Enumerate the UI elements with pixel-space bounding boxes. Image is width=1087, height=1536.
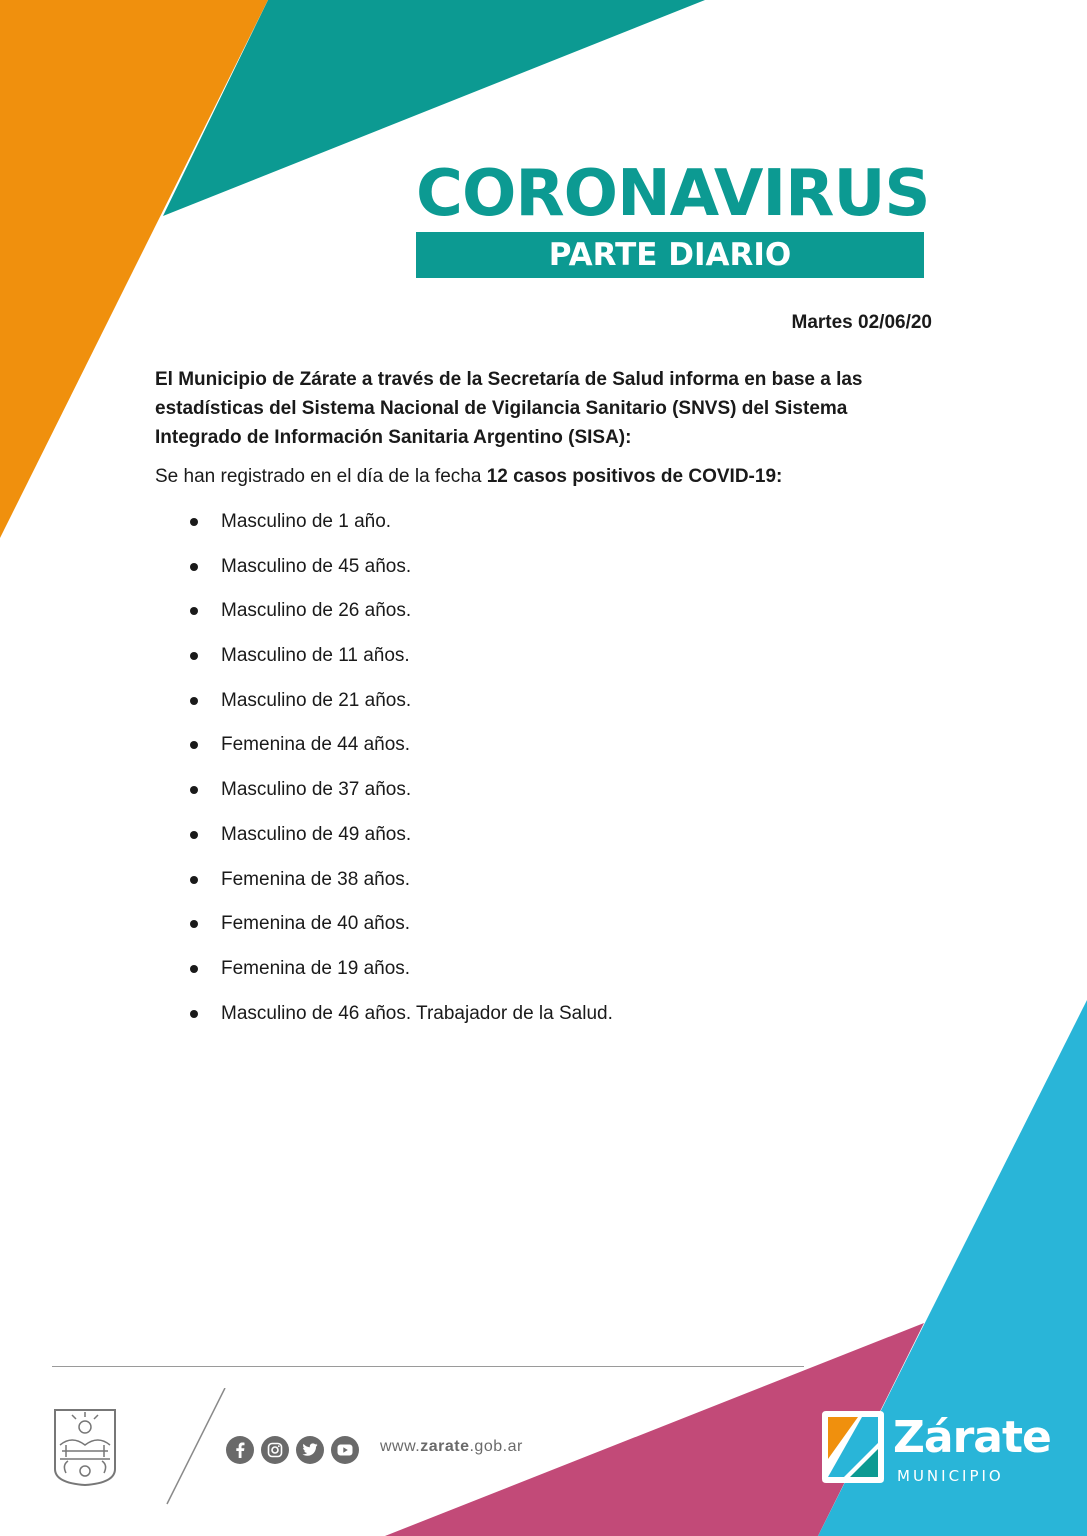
orange-triangle — [0, 0, 268, 538]
bullet-icon — [190, 920, 198, 928]
header-title: CORONAVIRUS — [416, 157, 930, 231]
list-item — [155, 545, 613, 590]
url-prefix: www. — [380, 1438, 421, 1455]
case-text: Masculino de 21 años. — [221, 689, 412, 711]
bullet-icon — [190, 876, 198, 884]
footer-slash — [165, 1388, 227, 1506]
list-item — [155, 992, 613, 1037]
intro-paragraph: El Municipio de Zárate a través de la Secretaría de Salud informa en base a las estadísticas del Sistema Nacional de Vigilancia Sanitario (SNVS) del Sistema Integrado de Información Sanitaria Argentino (SISA): — [155, 369, 863, 448]
list-item — [155, 634, 613, 679]
cases-list — [155, 500, 613, 1036]
twitter-icon[interactable] — [296, 1436, 324, 1464]
bullet-icon — [190, 518, 198, 526]
municipal-crest-icon — [52, 1407, 118, 1487]
zarate-logo-icon — [818, 1407, 886, 1487]
social-icons — [226, 1436, 359, 1464]
bullet-icon — [190, 563, 198, 571]
bullet-icon — [190, 697, 198, 705]
list-item — [155, 813, 613, 858]
youtube-icon[interactable] — [331, 1436, 359, 1464]
url-domain: zarate — [420, 1438, 470, 1455]
case-text: Masculino de 45 años. — [221, 555, 412, 577]
cases-lead-highlight: 12 casos positivos de COVID-19: — [486, 466, 783, 487]
case-text: Masculino de 37 años. — [221, 779, 412, 801]
header-subtitle: PARTE DIARIO — [416, 232, 924, 278]
list-item — [155, 858, 613, 903]
case-text: Masculino de 26 años. — [221, 600, 412, 622]
list-item — [155, 679, 613, 724]
footer-divider — [52, 1366, 804, 1367]
logo-subtitle: MUNICIPIO — [897, 1467, 1004, 1485]
bullet-icon — [190, 965, 198, 973]
case-text: Masculino de 11 años. — [221, 645, 410, 667]
report-date: Martes 02/06/20 — [791, 312, 932, 333]
cases-lead — [155, 466, 782, 488]
list-item — [155, 902, 613, 947]
case-text: Femenina de 40 años. — [221, 913, 411, 935]
instagram-icon[interactable] — [261, 1436, 289, 1464]
bullet-icon — [190, 607, 198, 615]
url-suffix: .gob.ar — [469, 1438, 523, 1455]
bullet-icon — [190, 741, 198, 749]
website-link[interactable] — [380, 1438, 523, 1456]
facebook-icon[interactable] — [226, 1436, 254, 1464]
cases-lead-prefix: Se han registrado en el día de la fecha — [155, 466, 487, 487]
case-text: Femenina de 38 años. — [221, 868, 411, 890]
case-text: Femenina de 44 años. — [221, 734, 411, 756]
list-item — [155, 768, 613, 813]
case-text: Masculino de 46 años. Trabajador de la Salud. — [221, 1002, 613, 1024]
header-brand — [416, 157, 930, 278]
bullet-icon — [190, 652, 198, 660]
logo-name: Zárate — [893, 1412, 1051, 1463]
bullet-icon — [190, 831, 198, 839]
list-item — [155, 947, 613, 992]
case-text: Masculino de 1 año. — [221, 511, 392, 532]
bullet-icon — [190, 1010, 198, 1018]
list-item — [155, 589, 613, 634]
case-text: Masculino de 49 años. — [221, 823, 412, 845]
case-text: Femenina de 19 años. — [221, 957, 411, 979]
bullet-icon — [190, 786, 198, 794]
list-item — [155, 500, 613, 545]
list-item — [155, 723, 613, 768]
